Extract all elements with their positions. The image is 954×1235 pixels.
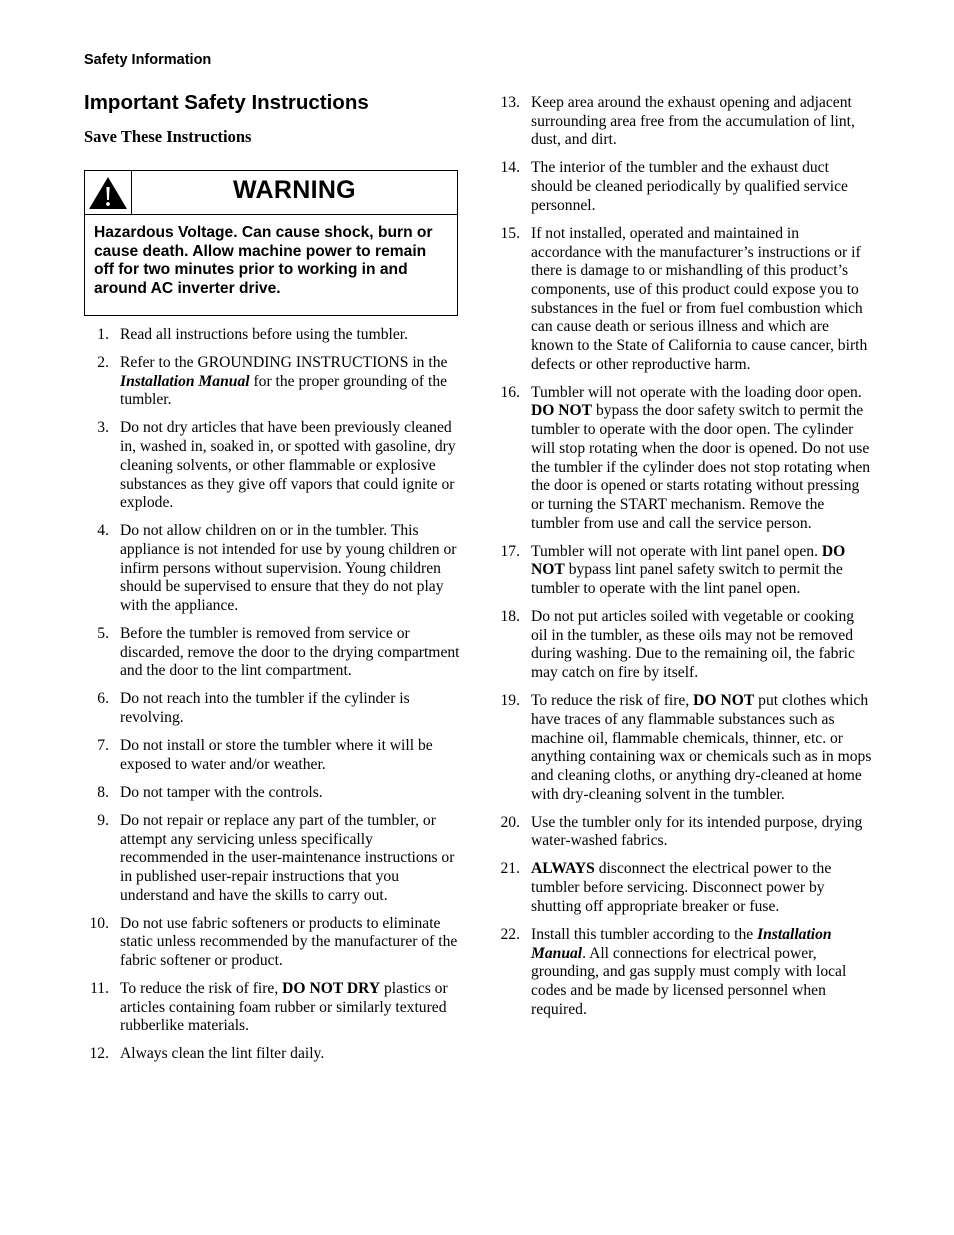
instruction-text-run: Do not reach into the tumbler if the cylinder is revolving.: [120, 690, 410, 727]
instruction-text: [120, 1045, 464, 1064]
instruction-text-run: Install this tumbler according to the: [531, 925, 758, 943]
instruction-text-run: bypass lint panel safety switch to permit the tumbler to operate with the lint panel open.: [531, 561, 843, 598]
instruction-item: [495, 860, 873, 916]
instruction-number: 20.: [500, 813, 520, 831]
instruction-text-run: put clothes which have traces of any flammable substances such as machine oil, flammable chemicals, thinner, etc. or anything containing wax or chemicals such as in mops and cleaning cloths, or anything dry-cleaned at home with dry-cleaning solvent in the tumbler.: [531, 692, 872, 803]
instruction-text-run: The interior of the tumbler and the exhaust duct should be cleaned periodically by qualified service personnel.: [531, 159, 848, 214]
page-subtitle: Save These Instructions: [84, 127, 252, 146]
instruction-text: [120, 690, 464, 727]
instruction-number: 5.: [97, 625, 109, 643]
instruction-number: 15.: [500, 224, 520, 242]
section-label: Safety Information: [84, 52, 212, 68]
instruction-text-run: Tumbler will not operate with lint panel open.: [531, 542, 822, 560]
instruction-text-run: Do not put articles soiled with vegetable or cooking oil in the tumbler, as these oils may not be removed during washing. Due to the remaining oil, the fabric may catch on fire by itself.: [531, 608, 855, 682]
instruction-text-run: Refer to the GROUNDING INSTRUCTIONS in the: [120, 354, 448, 371]
instruction-text: [120, 522, 464, 616]
instruction-text: [120, 980, 464, 1036]
instruction-text-run: Tumbler will not operate with the loading door open.: [531, 383, 862, 401]
instruction-item: [495, 159, 873, 215]
instruction-text: [531, 860, 873, 916]
instruction-item: [84, 326, 464, 345]
warning-text: Hazardous Voltage. Can cause shock, burn or cause death. Allow machine power to remain off for two minutes prior to working in and around AC inverter drive.: [94, 224, 433, 297]
instruction-item: [495, 543, 873, 599]
warning-icon-cell: [85, 171, 132, 214]
instruction-text: [531, 384, 873, 534]
instruction-text: [531, 94, 873, 150]
instruction-text: [531, 225, 873, 375]
instruction-text-run: Use the tumbler only for its intended purpose, drying water-washed fabrics.: [531, 813, 863, 850]
instruction-text-run: Keep area around the exhaust opening and adjacent surrounding area free from the accumulation of lint, dust, and dirt.: [531, 94, 855, 149]
instruction-text-run: Do not install or store the tumbler where it will be exposed to water and/or weather.: [120, 737, 433, 773]
instruction-text: [531, 608, 873, 683]
instruction-item: [495, 225, 873, 375]
instruction-text-run: To reduce the risk of fire,: [120, 980, 283, 998]
instruction-text: [531, 692, 873, 804]
instruction-item: [84, 690, 464, 727]
instruction-number: 7.: [97, 737, 109, 755]
emphasis-text: DO NOT: [531, 402, 593, 420]
instruction-text-run: for the proper grounding of the tumbler.: [120, 372, 448, 409]
instruction-number: 17.: [500, 542, 520, 560]
emphasis-text: DO NOT: [531, 542, 846, 579]
instruction-text: [120, 354, 464, 410]
instructions-list-right: [495, 94, 873, 1029]
instruction-number: 9.: [97, 811, 109, 829]
instruction-text-run: . All connections for electrical power, grounding, and gas supply must comply with local codes and be made by licensed personnel when required.: [531, 944, 847, 1018]
instruction-number: 19.: [500, 692, 520, 710]
instruction-text: [120, 915, 464, 971]
instruction-number: 21.: [500, 860, 520, 878]
instruction-text: [120, 812, 464, 906]
instruction-item: [84, 812, 464, 906]
instruction-item: [495, 384, 873, 534]
instruction-item: [84, 1045, 464, 1064]
instruction-item: [495, 94, 873, 150]
instruction-text-run: Do not repair or replace any part of the tumbler, or attempt any servicing unless specifically recommended in the user-maintenance instructions or in published user-repair instructions that you understand and have the skills to carry out.: [120, 811, 455, 904]
instructions-list-left: [84, 326, 464, 1073]
instruction-text-run: disconnect the electrical power to the tumbler before servicing. Disconnect power by shutting off appropriate breaker or fuse.: [531, 860, 832, 915]
instruction-text: [531, 159, 873, 215]
instruction-text: [120, 737, 464, 774]
instruction-number: 18.: [500, 608, 520, 626]
emphasis-text: DO NOT: [693, 692, 755, 710]
instruction-item: [84, 915, 464, 971]
warning-header: [85, 171, 457, 215]
emphasis-text: DO NOT DRY: [282, 980, 381, 998]
instruction-text-run: plastics or articles containing foam rubber or similarly textured rubberlike materials.: [120, 980, 448, 1035]
instruction-text-run: Always clean the lint filter daily.: [120, 1045, 325, 1063]
instruction-text-run: bypass the door safety switch to permit the tumbler to operate with the door open. The cylinder will stop rotating when the door is opened. Do not use the tumbler if the cylinder does not stop rotating when the door is opened or starts rotating without pressing or turning the START mechanism. Remove the tumbler from use and call the service person.: [531, 402, 871, 532]
instruction-text-run: Do not dry articles that have been previously cleaned in, washed in, soaked in, or spotted with gasoline, dry cleaning solvents, or other flammable or explosive substances as they give off vapors that could ignite or explode.: [120, 419, 456, 512]
instruction-number: 1.: [97, 326, 109, 343]
warning-heading: WARNING: [233, 176, 356, 204]
instruction-item: [495, 814, 873, 851]
warning-box: [84, 170, 458, 316]
instruction-text-run: Do not allow children on or in the tumbler. This appliance is not intended for use by young children or infirm persons without supervision. Young children should be supervised to ensure that they do not play with the appliance.: [120, 522, 457, 615]
page-title: Important Safety Instructions: [84, 91, 369, 114]
instruction-text: [531, 543, 873, 599]
instruction-item: [84, 980, 464, 1036]
instruction-number: 3.: [97, 419, 109, 437]
emphasis-text: Installation Manual: [120, 372, 250, 390]
instruction-number: 2.: [97, 354, 109, 371]
instruction-item: [495, 608, 873, 683]
instruction-text: [120, 326, 464, 345]
instruction-text: [120, 625, 464, 681]
instruction-number: 22.: [500, 925, 520, 943]
instruction-item: [84, 419, 464, 513]
instruction-text-run: Read all instructions before using the tumbler.: [120, 326, 408, 343]
instruction-number: 10.: [89, 914, 109, 932]
instruction-item: [84, 522, 464, 616]
instruction-text: [120, 784, 464, 803]
instruction-item: [84, 737, 464, 774]
instruction-number: 16.: [500, 383, 520, 401]
instruction-item: [495, 926, 873, 1020]
instruction-number: 12.: [89, 1045, 109, 1063]
instruction-text: [120, 419, 464, 513]
instruction-item: [84, 625, 464, 681]
emphasis-text: Installation Manual: [531, 925, 832, 962]
instruction-item: [84, 354, 464, 410]
instruction-text-run: Do not tamper with the controls.: [120, 783, 323, 801]
emphasis-text: ALWAYS: [531, 860, 595, 878]
instruction-text-run: Before the tumbler is removed from service or discarded, remove the door to the drying compartment and the door to the lint compartment.: [120, 625, 460, 680]
instruction-number: 14.: [500, 159, 520, 177]
warning-triangle-icon: [88, 176, 128, 210]
instruction-number: 11.: [90, 980, 109, 998]
instruction-text: [531, 814, 873, 851]
instruction-item: [495, 692, 873, 804]
instruction-number: 6.: [97, 690, 109, 708]
instruction-text-run: If not installed, operated and maintained in accordance with the manufacturer’s instructions or if there is damage to or mishandling of this product’s components, use of this product could expose you to substances in the fuel or from fuel combustion which can cause death or serious illness and which are known to the State of California to cause cancer, birth defects or other reproductive harm.: [531, 224, 868, 373]
instruction-text: [531, 926, 873, 1020]
instruction-number: 8.: [97, 783, 109, 801]
instruction-item: [84, 784, 464, 803]
instruction-text-run: To reduce the risk of fire,: [531, 692, 694, 710]
instruction-text-run: Do not use fabric softeners or products to eliminate static unless recommended by the manufacturer of the fabric softener or product.: [120, 914, 458, 970]
instruction-number: 13.: [500, 94, 520, 111]
instruction-number: 4.: [97, 522, 109, 540]
